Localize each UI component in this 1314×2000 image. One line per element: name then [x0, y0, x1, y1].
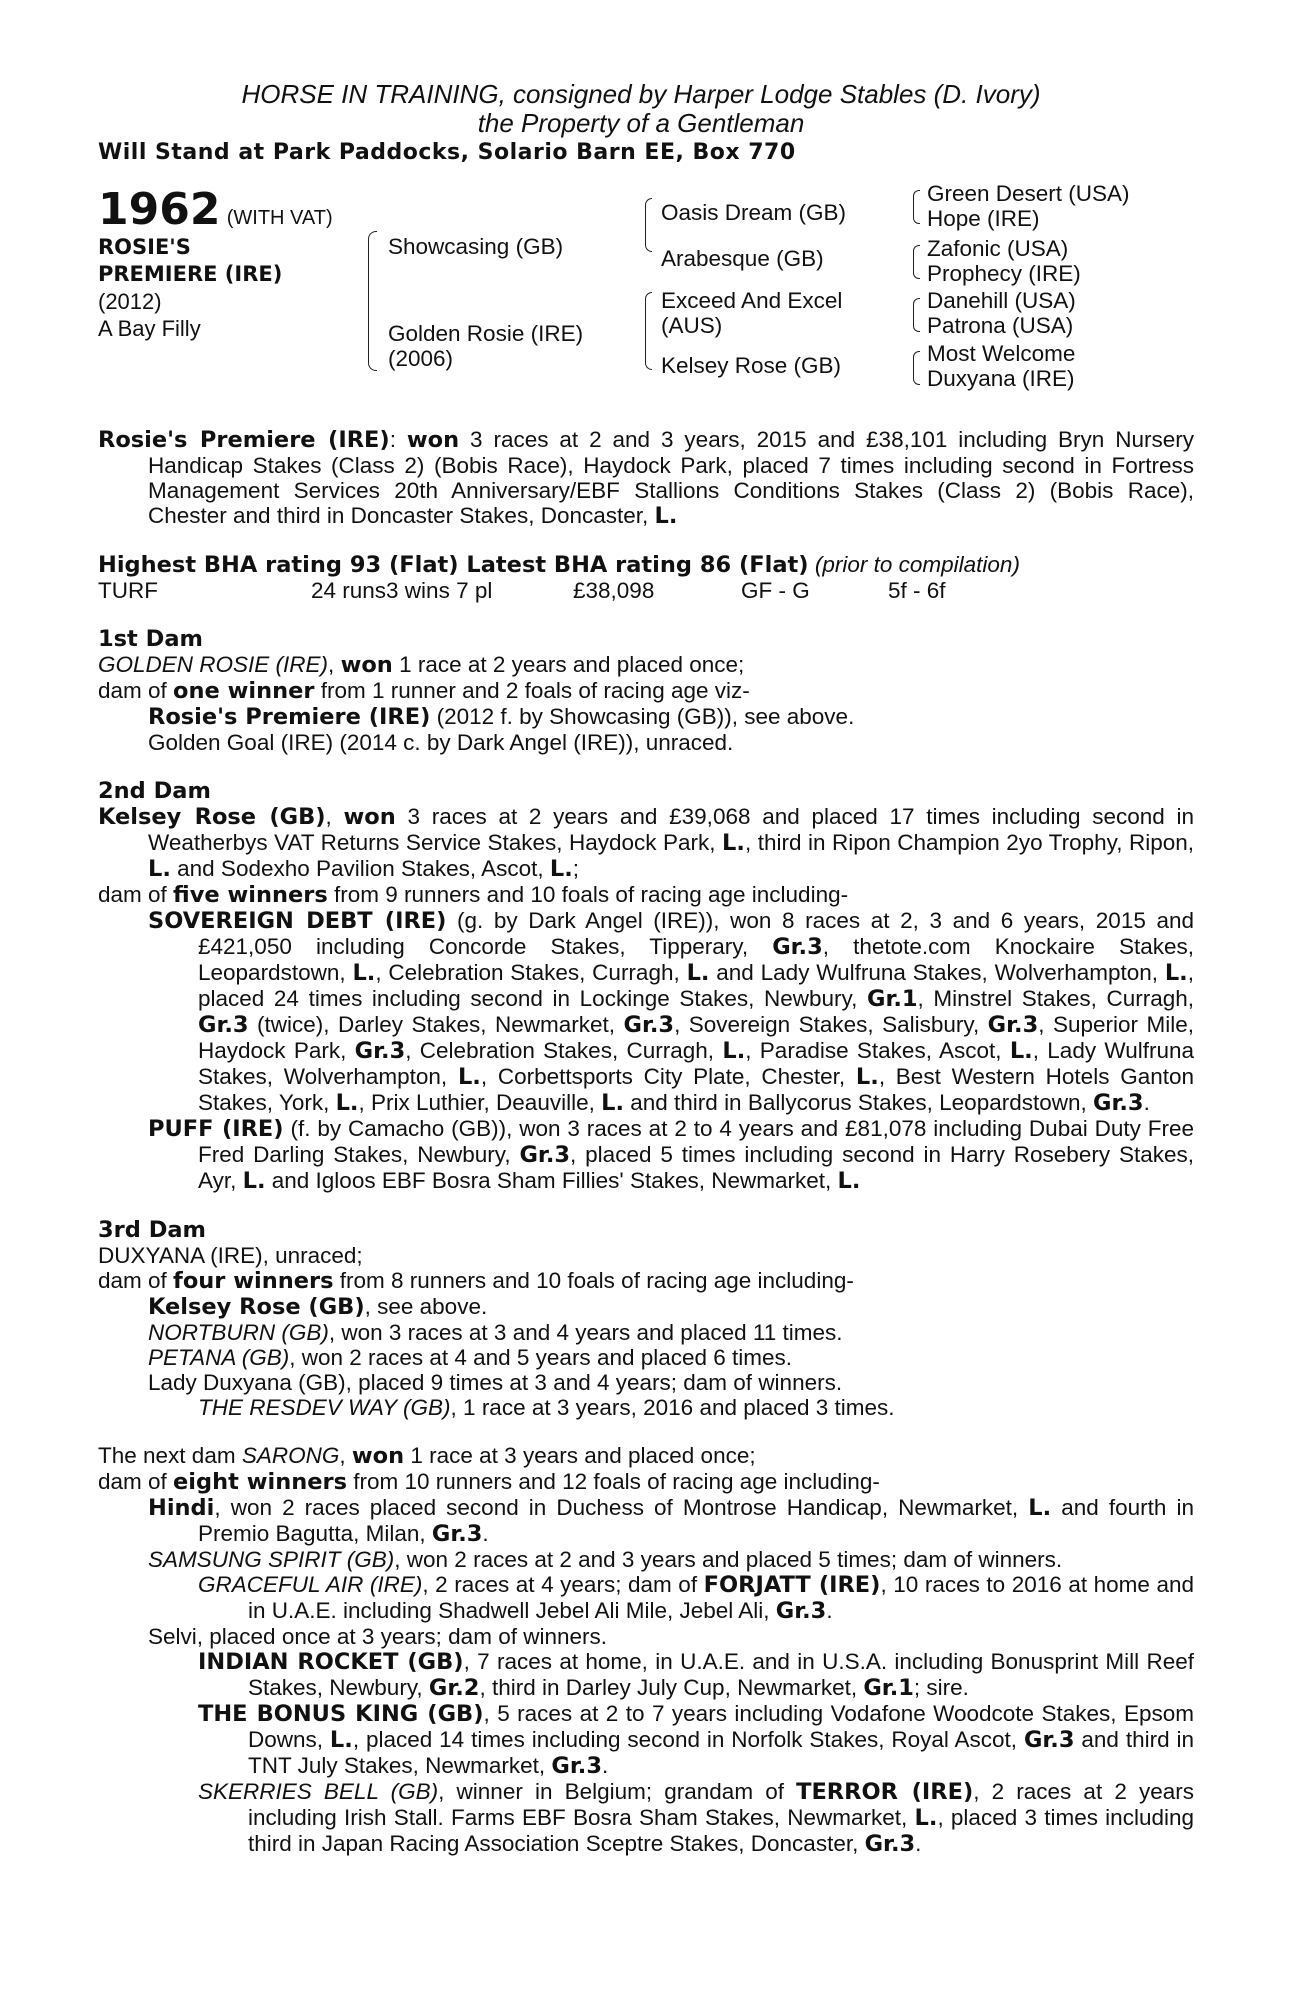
text: , Celebration Stakes, Curragh, — [375, 960, 687, 985]
third-dam-heading: 3rd Dam — [98, 1217, 206, 1243]
text: . — [1143, 1090, 1150, 1115]
text: , placed 3 times including third in Japan Racing Association Sceptre Stakes, Doncaster, — [248, 1805, 1194, 1856]
stand-location: Will Stand at Park Paddocks, Solario Barn EE, Box 770 — [98, 140, 796, 165]
text: , 10 races to 2016 at home and in U.A.E. including Shadwell Jebel Ali Mile, Jebel Ali, — [248, 1572, 1194, 1623]
next-dam-section: The next dam SARONG, won 1 race at 3 years and placed once; dam of eight winners from 10 runners and 12 foals of racing age including- Hindi, won 2 races placed second in Duchess of Montrose Handicap, Newmarket, L. and fourth in Premio Bagutta, Milan, Gr.3. SAMSUNG SPIRIT (GB), won 2 races at 2 and 3 years and placed 5 times; dam of winners. GRACEFUL AIR (IRE), 2 races at 4 years; dam of FORJATT (IRE), 10 races to 2016 at home and in U.A.E. including Shadwell Jebel Ali Mile, Jebel Ali, Gr.3. Selvi, placed once at 3 years; dam of winners. INDIAN ROCKET (GB), 7 races at home, in U.A.E. and in U.S.A. including Bonusprint Mill Reef Stakes, Newbury, Gr.2, third in Darley July Cup, Newmarket, Gr.1; sire. THE BONUS KING (GB), 5 races at 2 to 7 years including Vodafone Woodcote Stakes, Epsom Downs, L., placed 14 times including second in Norfolk Stakes, Royal Ascot, Gr.3 and third in TNT July Stakes, Newmarket, Gr.3. SKERRIES BELL (GB), winner in Belgium; grandam of TERROR (IRE), 2 races at 2 years including Irish Stall. Farms EBF Bosra Sham Stakes, Newmarket, L., placed 3 times including third in Japan Racing Association Sceptre Stakes, Doncaster, Gr.3. — [98, 1443, 1195, 1857]
first-dam-winners: one winner — [173, 678, 315, 704]
second-dam-produce-pre: dam of — [98, 882, 174, 907]
text: , Paradise Stakes, Ascot, — [745, 1038, 1010, 1063]
text: , won 2 races at 4 and 5 years and placed 6 times. — [289, 1345, 793, 1370]
text: , Superior Mile, Haydock Park, — [198, 1012, 1194, 1063]
offspring-rosies-premiere-detail: (2012 f. by Showcasing (GB)), see above. — [430, 704, 855, 729]
group-mark: Gr.3 — [1023, 1727, 1075, 1753]
text: , won 3 races at 3 and 4 years and placed 11 times. — [328, 1320, 843, 1345]
text: The next dam — [98, 1443, 242, 1468]
ssd: Hope (IRE) — [927, 206, 1040, 231]
bracket-ds — [913, 298, 920, 332]
second-dam-heading: 2nd Dam — [98, 778, 211, 804]
bracket-dam — [645, 292, 652, 370]
sds: Zafonic (USA) — [927, 236, 1069, 261]
text: and third in Ballycorus Stakes, Leopardstown, — [624, 1090, 1094, 1115]
sire-sire: Oasis Dream (GB) — [661, 200, 847, 225]
text: , Lady Wulfruna Stakes, Wolverhampton, — [198, 1038, 1195, 1089]
text: , winner in Belgium; grandam of — [438, 1779, 797, 1804]
turf-record — [98, 578, 1194, 603]
consignor-line: HORSE IN TRAINING, consigned by Harper Lodge Stables (D. Ivory) — [241, 79, 1041, 109]
bonus-king-name: THE BONUS KING (GB) — [198, 1701, 484, 1727]
text: , placed 14 times including second in Norfolk Stakes, Royal Ascot, — [352, 1727, 1024, 1752]
text: , placed 5 times including second in Harry Rosebery Stakes, Ayr, — [198, 1142, 1194, 1193]
offspring-sovereign-debt — [98, 908, 1194, 1116]
skerries-bell-name: SKERRIES BELL (GB) — [198, 1779, 439, 1804]
text: and third in TNT July Stakes, Newmarket, — [248, 1727, 1195, 1778]
group-mark: Gr.1 — [863, 1675, 914, 1701]
listed-mark: L. — [722, 1038, 746, 1064]
text: (twice), Darley Stakes, Newmarket, — [248, 1012, 624, 1037]
forjatt-name: FORJATT (IRE) — [703, 1572, 881, 1598]
listed-mark: L. — [601, 1090, 624, 1116]
text: , won 2 races at 2 and 3 years and placed 5 times; dam of winners. — [394, 1547, 1063, 1572]
dam-year: (2006) — [388, 346, 454, 371]
foaling-year: (2012) — [98, 289, 162, 314]
horse-description: A Bay Filly — [98, 316, 201, 341]
sire: Showcasing (GB) — [388, 234, 564, 259]
offspring-indian-rocket — [98, 1649, 1194, 1701]
text: , third in Darley July Cup, Newmarket, — [479, 1675, 864, 1700]
turf-runs: 24 runs3 wins 7 pl — [311, 578, 493, 603]
race-summary: Rosie's Premiere (IRE): won 3 races at 2 and 3 years, 2015 and £38,101 including Bryn Nursery Handicap Stakes (Class 2) (Bobis Race), Haydock Park, placed 7 times including second in Fortress Management Services 20th Anniversary/EBF Stallions Conditions Stakes (Class 2) (Bobis Race), Chester and third in Doncaster Stakes, Doncaster, L. — [98, 427, 1194, 529]
second-dam-produce-rest: from 9 runners and 10 foals of racing age including- — [327, 882, 849, 907]
third-dam-produce-pre: dam of — [98, 1268, 174, 1293]
listed-mark: L. — [686, 960, 710, 986]
text: , 1 race at 3 years, 2016 and placed 3 times. — [450, 1395, 895, 1420]
sdd: Prophecy (IRE) — [927, 261, 1081, 286]
group-mark: Gr.3 — [1093, 1090, 1144, 1116]
text: (f. by Camacho (GB)), won 3 races at 2 to 4 years and £81,078 including Dubai Duty Free Fred Darling Stakes, Newbury, — [198, 1116, 1194, 1167]
rating-note: (prior to compilation) — [814, 552, 1020, 577]
text: and fourth in Premio Bagutta, Milan, — [198, 1495, 1194, 1546]
group-mark: Gr.3 — [987, 1012, 1039, 1038]
second-dam-record: Kelsey Rose (GB), won 3 races at 2 years and £39,068 and placed 17 times including second in Weatherbys VAT Returns Service Stakes, Haydock Park, L., third in Ripon Champion 2yo Trophy, Ripon, L. and Sodexho Pavilion Stakes, Ascot, L.; — [98, 804, 1194, 882]
third-dam-record: DUXYANA (IRE), unraced; — [98, 1243, 363, 1268]
group-mark: Gr.3 — [775, 1598, 827, 1624]
group-mark: Gr.3 — [772, 934, 823, 960]
vat-note: (WITH VAT) — [226, 207, 333, 229]
listed-mark: L. — [1009, 1038, 1033, 1064]
pedigree-block — [98, 181, 1194, 421]
group-mark: Gr.3 — [623, 1012, 675, 1038]
next-dam-name: SARONG — [241, 1443, 340, 1468]
indian-rocket-name: INDIAN ROCKET (GB) — [198, 1649, 464, 1675]
listed-mark: L. — [1164, 960, 1188, 986]
group-mark: Gr.3 — [551, 1753, 602, 1779]
listed-mark: L. — [914, 1805, 938, 1831]
second-dam-text-b: , third in Ripon Champion 2yo Trophy, Ripon, — [744, 830, 1194, 855]
bracket-sd — [913, 245, 920, 279]
text: . — [826, 1598, 833, 1623]
text: 1 race at 3 years and placed once; — [404, 1443, 756, 1468]
next-dam-won: won — [351, 1443, 405, 1469]
hindi-name: Hindi — [148, 1495, 215, 1521]
graceful-air-name: GRACEFUL AIR (IRE) — [198, 1572, 423, 1597]
sire-dam: Arabesque (GB) — [661, 246, 824, 271]
offspring-golden-goal: Golden Goal (IRE) (2014 c. by Dark Angel (IRE)), unraced. — [148, 730, 734, 755]
listed-mark: L. — [722, 830, 745, 856]
offspring-rosies-premiere: Rosie's Premiere (IRE) — [148, 704, 431, 730]
lot-info — [98, 186, 333, 342]
text: , placed 24 times including second in Lockinge Stakes, Newbury, — [198, 960, 1194, 1011]
text: and Lady Wulfruna Stakes, Wolverhampton, — [709, 960, 1165, 985]
text: , thetote.com Knockaire Stakes, Leopardstown, — [198, 934, 1194, 985]
dds: Most Welcome — [927, 341, 1076, 366]
sss: Green Desert (USA) — [927, 181, 1130, 206]
bracket-dd — [913, 351, 920, 385]
turf-label: TURF — [98, 578, 158, 603]
summary-listed: L. — [654, 503, 678, 529]
text: . — [601, 1753, 609, 1778]
dam-sire-line1: Exceed And Excel — [661, 288, 843, 313]
text: , Best Western Hotels Ganton Stakes, York, — [198, 1064, 1194, 1115]
text: , 2 races at 2 years including Irish Stall. Farms EBF Bosra Sham Stakes, Newmarket, — [248, 1779, 1194, 1830]
dss: Danehill (USA) — [927, 288, 1076, 313]
ddd: Duxyana (IRE) — [927, 366, 1075, 391]
group-mark: Gr.3 — [864, 1831, 916, 1857]
offspring-petana: PETANA (GB) — [148, 1345, 290, 1370]
dam-dam: Kelsey Rose (GB) — [661, 353, 842, 378]
offspring-kelsey-rose: Kelsey Rose (GB) — [148, 1294, 365, 1320]
terror-name: TERROR (IRE) — [796, 1779, 974, 1805]
next-dam-winners: eight winners — [173, 1469, 348, 1495]
offspring-nortburn: NORTBURN (GB) — [148, 1320, 329, 1345]
listed-mark: L. — [549, 856, 573, 882]
turf-money: £38,098 — [573, 578, 655, 603]
bracket-ss — [913, 190, 920, 224]
text: , Minstrel Stakes, Curragh, — [917, 986, 1194, 1011]
group-mark: Gr.3 — [519, 1142, 571, 1168]
offspring-the-resdev-way: THE RESDEV WAY (GB) — [198, 1395, 451, 1420]
text: . — [915, 1831, 922, 1856]
property-line: the Property of a Gentleman — [477, 108, 805, 138]
offspring-hindi — [98, 1495, 1194, 1547]
bha-rating: Highest BHA rating 93 (Flat) Latest BHA rating 86 (Flat) — [98, 552, 809, 578]
first-dam-heading: 1st Dam — [98, 626, 203, 652]
offspring-the-bonus-king — [98, 1701, 1194, 1779]
turf-going: GF - G — [741, 578, 810, 603]
first-dam-record: 1 race at 2 years and placed once; — [392, 652, 745, 677]
offspring-samsung-spirit: SAMSUNG SPIRIT (GB) — [148, 1547, 395, 1572]
turf-distance: 5f - 6f — [888, 578, 946, 603]
second-dam-text-c: and Sodexho Pavilion Stakes, Ascot, — [170, 856, 550, 881]
text: (g. by Dark Angel (IRE)), won 8 races at 2, 3 and 6 years, 2015 and £421,050 including Concorde Stakes, Tipperary, — [198, 908, 1194, 959]
third-dam-section — [98, 1217, 1194, 1420]
first-dam-section: 1st Dam GOLDEN ROSIE (IRE), won 1 race at 2 years and placed once; dam of one winner from 1 runner and 2 foals of racing age viz- Rosie's Premiere (IRE) (2012 f. by Showcasing (GB)), see above. Golden Goal (IRE) (2014 c. by Dark Angel (IRE)), unraced. — [98, 626, 1194, 755]
first-dam-produce-rest: from 1 runner and 2 foals of racing age viz- — [314, 678, 750, 703]
text: , Corbettsports City Plate, Chester, — [480, 1064, 856, 1089]
listed-mark: L. — [242, 1168, 266, 1194]
listed-mark: L. — [148, 856, 171, 882]
text: , Prix Luthier, Deauville, — [358, 1090, 602, 1115]
text: dam of — [98, 1469, 174, 1494]
text: from 10 runners and 12 foals of racing age including- — [347, 1469, 880, 1494]
catalogue-page — [98, 80, 1194, 1857]
listed-mark: L. — [837, 1168, 861, 1194]
puff-name: PUFF (IRE) — [148, 1116, 284, 1142]
text: , won 2 races placed second in Duchess of Montrose Handicap, Newmarket, — [214, 1495, 1029, 1520]
group-mark: Gr.3 — [431, 1521, 483, 1547]
text: , see above. — [364, 1294, 488, 1319]
text: . — [482, 1521, 489, 1546]
offspring-selvi: Selvi, placed once at 3 years; dam of winners. — [148, 1624, 607, 1649]
offspring-puff — [98, 1116, 1194, 1194]
listed-mark: L. — [1028, 1495, 1052, 1521]
summary-horse-name: Rosie's Premiere (IRE) — [98, 427, 390, 453]
second-dam-text-d: ; — [572, 856, 580, 881]
offspring-skerries-bell — [98, 1779, 1194, 1857]
group-mark: Gr.3 — [354, 1038, 406, 1064]
text: , 2 races at 4 years; dam of — [422, 1572, 704, 1597]
text: , 5 races at 2 to 7 years including Vodafone Woodcote Stakes, Epsom Downs, — [248, 1701, 1195, 1752]
group-mark: Gr.2 — [428, 1675, 480, 1701]
text: ; sire. — [913, 1675, 969, 1700]
second-dam-winners: five winners — [173, 882, 328, 908]
text: , Celebration Stakes, Curragh, — [405, 1038, 723, 1063]
listed-mark: L. — [855, 1064, 879, 1090]
listed-mark: L. — [335, 1090, 359, 1116]
text: , Sovereign Stakes, Salisbury, — [674, 1012, 988, 1037]
offspring-graceful-air — [98, 1572, 1194, 1624]
first-dam-produce-pre: dam of — [98, 678, 174, 703]
horse-name-line2: PREMIERE (IRE) — [98, 262, 283, 286]
horse-name-line1: ROSIE'S — [98, 235, 191, 259]
bracket-gen1 — [368, 231, 377, 371]
third-dam-produce-rest: from 8 runners and 10 foals of racing age including- — [333, 1268, 854, 1293]
listed-mark: L. — [457, 1064, 481, 1090]
listed-mark: L. — [329, 1727, 353, 1753]
group-mark: Gr.3 — [198, 1012, 249, 1038]
sovereign-debt-name: SOVEREIGN DEBT (IRE) — [148, 908, 447, 934]
dam-sire-line2: (AUS) — [661, 313, 723, 338]
listed-mark: L. — [352, 960, 376, 986]
second-dam-section — [98, 778, 1194, 1194]
second-dam-name: Kelsey Rose (GB) — [98, 804, 326, 830]
text: , 7 races at home, in U.A.E. and in U.S.A. including Bonusprint Mill Reef Stakes, Newbury, — [248, 1649, 1194, 1700]
first-dam-won: won — [340, 652, 393, 678]
second-dam-text-a: 3 races at 2 years and £39,068 and placed 17 times including second in Weatherbys VAT Returns Service Stakes, Haydock Park, — [148, 804, 1194, 855]
text: and Igloos EBF Bosra Sham Fillies' Stakes, Newmarket, — [265, 1168, 838, 1193]
first-dam-name: GOLDEN ROSIE (IRE) — [98, 652, 329, 677]
rating-block — [98, 552, 1194, 603]
dam: Golden Rosie (IRE) — [388, 321, 584, 346]
third-dam-winners: four winners — [173, 1268, 334, 1294]
bracket-sire — [645, 198, 652, 252]
second-dam-won: won — [343, 804, 396, 830]
summary-won: won — [406, 427, 460, 453]
summary-text: 3 races at 2 and 3 years, 2015 and £38,101 including Bryn Nursery Handicap Stakes (Class 2) (Bobis Race), Haydock Park, placed 7 times including second in Fortress Management Services 20th Anniversary/EBF Stallions Conditions Stakes (Class 2) (Bobis Race), Chester and third in Doncaster Stakes, Doncaster, — [148, 427, 1194, 528]
dsd: Patrona (USA) — [927, 313, 1074, 338]
group-mark: Gr.1 — [866, 986, 918, 1012]
offspring-lady-duxyana: Lady Duxyana (GB), placed 9 times at 3 and 4 years; dam of winners. — [148, 1370, 843, 1395]
lot-number: 1962 — [98, 184, 221, 235]
